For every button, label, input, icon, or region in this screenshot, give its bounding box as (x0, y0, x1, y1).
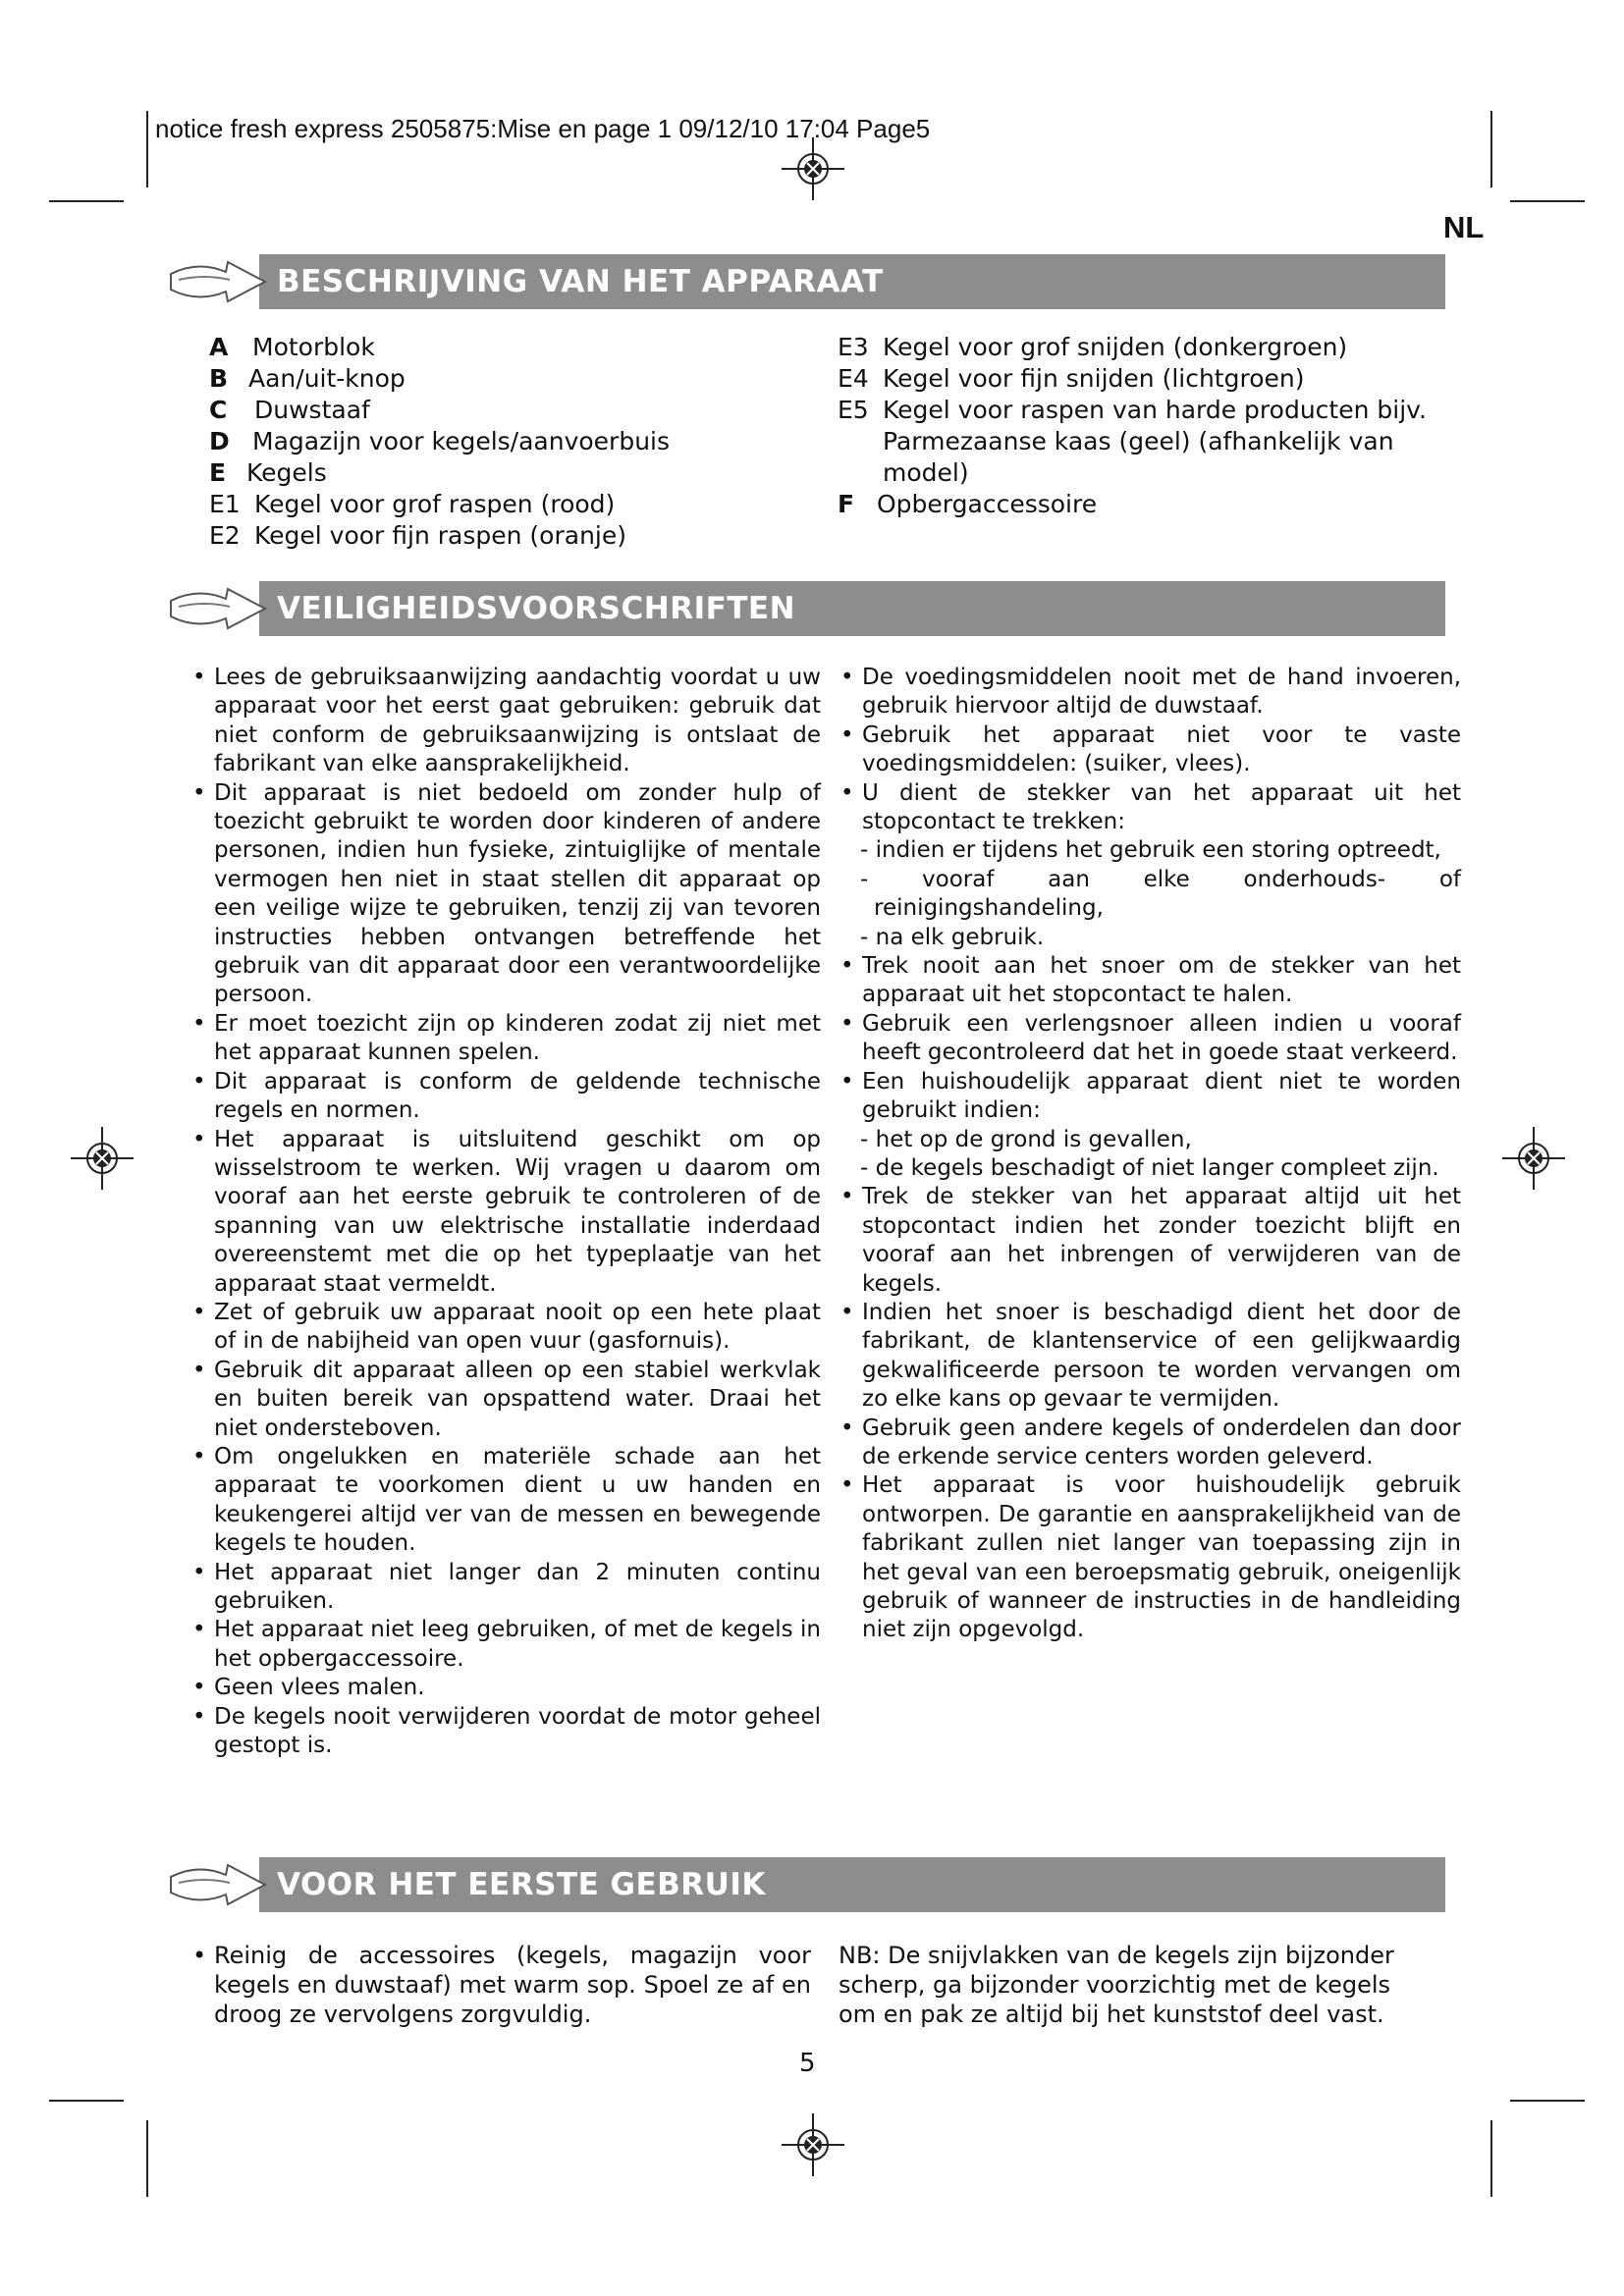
list-item: • Lees de gebruiksaanwijzing aandachtig voordat u uw apparaat voor het eerst gaat gebruiken: gebruik dat niet conform de gebruiksaanwijzing is ontslaat de fabrikant van elke aansprakelijkheid. (192, 664, 821, 779)
list-item (838, 489, 1446, 520)
sub-item: - indien er tijdens het gebruik een storing optreedt, (860, 837, 1441, 864)
list-item: • Gebruik dit apparaat alleen op een stabiel werkvlak en buiten bereik van opspattend water. Draai het niet ondersteboven. (192, 1357, 821, 1443)
part-key: C (209, 396, 228, 424)
crop-mark (49, 2100, 124, 2102)
list-item (209, 489, 798, 520)
section-title: VEILIGHEIDSVOORSCHRIFTEN (277, 591, 796, 626)
list-item: • Het apparaat niet langer dan 2 minuten continu gebruiken. (192, 1559, 821, 1617)
sub-item: - het op de grond is gevallen, (860, 1126, 1192, 1152)
part-key: E4 (838, 364, 869, 393)
sub-item: - vooraf aan elke onderhouds- of reinigingshandeling, (860, 866, 1461, 922)
list-item (209, 332, 798, 363)
list-item: • Indien het snoer is beschadigd dient het door de fabrikant, de klantenservice of een gelijkwaardig gekwalificeerde persoon te worden vervangen om zo elke kans op gevaar te vermijden. (840, 1299, 1461, 1415)
safety-column-left (192, 664, 821, 1760)
part-label: Kegel voor grof snijden (donkergroen) (883, 333, 1348, 361)
list-item: • Gebruik geen andere kegels of onderdelen dan door de erkende service centers worden geleverd. (840, 1415, 1461, 1472)
list-item: • Gebruik een verlengsnoer alleen indien u vooraf heeft gecontroleerd dat het in goede staat verkeerd. (840, 1010, 1461, 1068)
part-label: Motorblok (252, 333, 375, 361)
part-key: D (209, 427, 230, 455)
part-key: E3 (838, 333, 869, 361)
list-item (209, 395, 798, 426)
part-label: Kegel voor raspen van harde producten bijv. Parmezaanse kaas (geel) (afhankelijk van model) (883, 396, 1427, 487)
part-label: Aan/uit-knop (248, 364, 406, 393)
section-title: BESCHRIJVING VAN HET APPARAAT (277, 264, 884, 299)
section-banner-safety (169, 581, 1445, 636)
parts-list-right (838, 332, 1446, 520)
section-title: VOOR HET EERSTE GEBRUIK (277, 1867, 766, 1902)
list-item: • Om ongelukken en materiële schade aan het apparaat te voorkomen dient u uw handen en keukengerei altijd ver van de messen en bewegende kegels te houden. (192, 1443, 821, 1559)
part-label: Opbergaccessoire (877, 490, 1098, 518)
language-code: NL (1443, 210, 1485, 244)
list-item: • Trek nooit aan het snoer om de stekker van het apparaat uit het stopcontact te halen. (840, 952, 1461, 1010)
part-label: Duwstaaf (254, 396, 370, 424)
list-item: • De kegels nooit verwijderen voordat de motor geheel gestopt is. (192, 1703, 821, 1761)
list-item (838, 363, 1446, 395)
list-item (838, 395, 1446, 489)
crop-mark (146, 111, 148, 187)
part-label: Magazijn voor kegels/aanvoerbuis (252, 427, 671, 455)
list-item: • Reinig de accessoires (kegels, magazijn voor kegels en duwstaaf) met warm sop. Spoel ze af en droog ze vervolgens zorgvuldig. (192, 1941, 811, 2029)
first-use-text (192, 1941, 811, 2029)
registration-mark-icon (782, 2113, 844, 2176)
list-item: • Gebruik het apparaat niet voor te vaste voedingsmiddelen: (suiker, vlees). (840, 721, 1461, 779)
list-item (209, 520, 798, 552)
list-item: • Een huishoudelijk apparaat dient niet te worden gebruikt indien: (840, 1068, 1461, 1126)
arrow-icon (169, 252, 287, 311)
list-item: • U dient de stekker van het apparaat uit het stopcontact te trekken: (840, 779, 1461, 837)
part-key: F (838, 490, 855, 518)
crop-mark (146, 2120, 148, 2197)
crop-mark (1510, 200, 1585, 202)
list-item (209, 457, 798, 489)
list-item: • Zet of gebruik uw apparaat nooit op een hete plaat of in de nabijheid van open vuur (gasfornuis). (192, 1299, 821, 1357)
first-use-note (839, 1941, 1428, 2029)
list-item: • De voedingsmiddelen nooit met de hand invoeren, gebruik hiervoor altijd de duwstaaf. (840, 664, 1461, 721)
list-item: • Dit apparaat is niet bedoeld om zonder hulp of toezicht gebruikt te worden door kinderen of andere personen, indien hun fysieke, zintuiglijke of mentale vermogen hen niet in staat stellen dit apparaat op een veilige wijze te gebruiken, tenzij zij van tevoren instructies hebben ontvangen betreffende het gebruik van dit apparaat door een verantwoordelijke persoon. (192, 779, 821, 1010)
arrow-icon (169, 1855, 287, 1914)
arrow-icon (169, 579, 287, 638)
list-item (209, 363, 798, 395)
registration-mark-icon (71, 1127, 134, 1190)
sub-item: - na elk gebruik. (860, 924, 1045, 950)
part-key: A (209, 333, 229, 361)
list-item: • Er moet toezicht zijn op kinderen zodat zij niet met het apparaat kunnen spelen. (192, 1010, 821, 1068)
list-item: • Het apparaat niet leeg gebruiken, of met de kegels in het opbergaccessoire. (192, 1616, 821, 1674)
list-item (209, 426, 798, 457)
part-label: Kegel voor fijn raspen (oranje) (254, 521, 627, 550)
sub-item: - de kegels beschadigt of niet langer compleet zijn. (860, 1154, 1439, 1181)
registration-mark-icon (782, 137, 844, 200)
crop-mark (49, 200, 124, 202)
list-item: • Het apparaat is uitsluitend geschikt om op wisselstroom te werken. Wij vragen u daarom om vooraf aan het eerste gebruik te controleren of de spanning van uw elektrische installatie inderdaad overeenstemt met die op het typeplaatje van het apparaat staat vermeldt. (192, 1126, 821, 1299)
part-key: E2 (209, 521, 241, 550)
part-key: E (209, 458, 227, 487)
part-label: Kegel voor fijn snijden (lichtgroen) (883, 364, 1305, 393)
crop-mark (1510, 2100, 1585, 2102)
safety-note: NB: De snijvlakken van de kegels zijn bijzonder scherp, ga bijzonder voorzichtig met de kegels om en pak ze altijd bij het kunststof deel vast. (839, 1942, 1394, 2028)
crop-mark (1490, 2120, 1492, 2197)
part-key: B (209, 364, 229, 393)
print-slug: notice fresh express 2505875:Mise en page 1 09/12/10 17:04 Page5 (155, 114, 931, 143)
crop-mark (1490, 111, 1492, 187)
part-label: Kegels (246, 458, 327, 487)
page-number: 5 (799, 2049, 816, 2078)
parts-list-left (209, 332, 798, 552)
list-item: • Trek de stekker van het apparaat altijd uit het stopcontact indien het zonder toezicht blijft en vooraf aan het inbrengen of verwijderen van de kegels. (840, 1183, 1461, 1299)
part-key: E1 (209, 490, 241, 518)
part-key: E5 (838, 396, 869, 424)
list-item: • Het apparaat is voor huishoudelijk gebruik ontworpen. De garantie en aansprakelijkheid van de fabrikant zullen niet langer van toepassing zijn in het geval van een beroepsmatig gebruik, oneigenlijk gebruik of wanneer de instructies in de handleiding niet zijn opgevolgd. (840, 1471, 1461, 1644)
section-banner-description (169, 254, 1445, 309)
list-item (838, 332, 1446, 363)
section-banner-first-use (169, 1857, 1445, 1912)
list-item: • Geen vlees malen. (192, 1674, 821, 1702)
registration-mark-icon (1502, 1127, 1565, 1190)
safety-column-right (840, 664, 1461, 1645)
list-item: • Dit apparaat is conform de geldende technische regels en normen. (192, 1068, 821, 1126)
part-label: Kegel voor grof raspen (rood) (254, 490, 616, 518)
